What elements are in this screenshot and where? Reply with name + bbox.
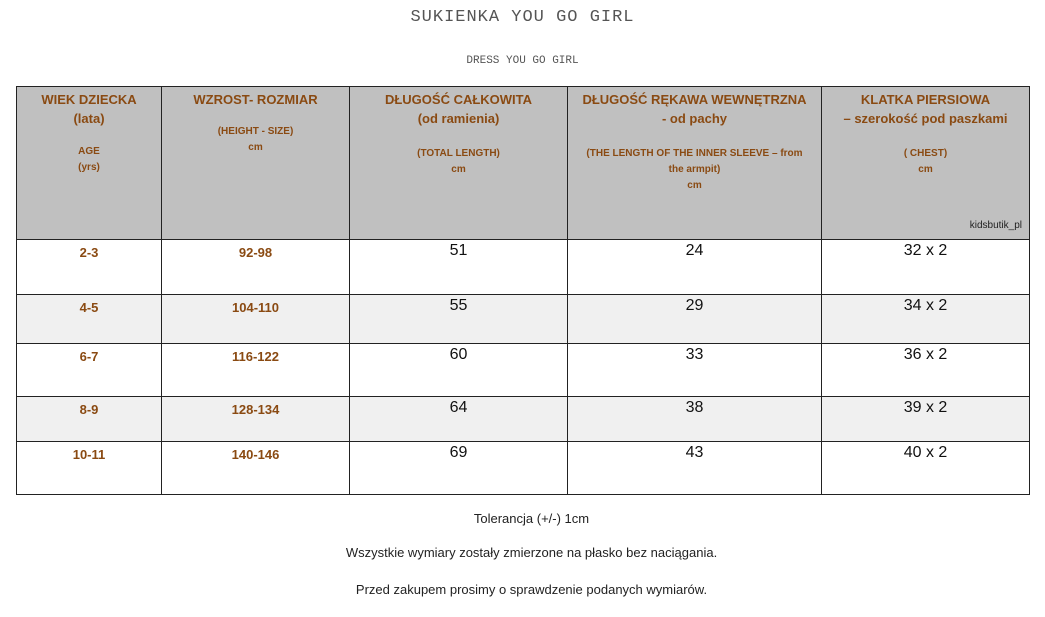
cell-total-length: 55 [350,295,568,344]
cell-chest: 32 x 2 [822,240,1030,295]
cell-height: 92-98 [162,240,350,295]
header-sub: (TOTAL LENGTH) cm [417,148,500,175]
table-row [17,442,1030,495]
check-note: Przed zakupem prosimy o sprawdzenie podanych wymiarów. [355,582,708,597]
header-sub: AGE (yrs) [78,146,100,173]
cell-sleeve: 33 [568,344,822,397]
cell-height: 128-134 [162,397,350,442]
table-row [17,240,1030,295]
cell-age: 2-3 [17,240,162,295]
cell-total-length: 51 [350,240,568,295]
watermark: kidsbutik_pl [969,220,1022,231]
measurement-note: Wszystkie wymiary zostały zmierzone na płasko bez naciągania. [345,545,718,560]
cell-age: 8-9 [17,397,162,442]
header-chest [822,87,1030,240]
page-subtitle: DRESS YOU GO GIRL [466,55,579,67]
header-sub: (HEIGHT - SIZE) cm [217,126,294,153]
header-main: WIEK DZIECKA (lata) [41,92,137,126]
table-row [17,397,1030,442]
header-main: WZROST- ROZMIAR [193,92,318,107]
header-main: DŁUGOŚĆ RĘKAWA WEWNĘTRZNA - od pachy [582,92,807,126]
table-row [17,344,1030,397]
cell-chest: 39 x 2 [822,397,1030,442]
cell-total-length: 60 [350,344,568,397]
header-sleeve-length [568,87,822,240]
cell-age: 10-11 [17,442,162,495]
cell-sleeve: 38 [568,397,822,442]
header-height-size [162,87,350,240]
cell-chest: 34 x 2 [822,295,1030,344]
header-sub: ( CHEST) cm [903,148,948,175]
cell-total-length: 69 [350,442,568,495]
cell-age: 6-7 [17,344,162,397]
page-title: SUKIENKA YOU GO GIRL [410,8,635,27]
cell-total-length: 64 [350,397,568,442]
header-sub: (THE LENGTH OF THE INNER SLEEVE – from the armpit) cm [586,148,803,191]
tolerance-note: Tolerancja (+/-) 1cm [473,511,590,526]
cell-height: 104-110 [162,295,350,344]
header-age [17,87,162,240]
cell-chest: 40 x 2 [822,442,1030,495]
header-main: KLATKA PIERSIOWA – szerokość pod paszkami [843,92,1008,126]
table-header-row [17,87,1030,240]
cell-sleeve: 43 [568,442,822,495]
cell-height: 140-146 [162,442,350,495]
size-table [16,86,1030,495]
cell-sleeve: 29 [568,295,822,344]
table-row [17,295,1030,344]
cell-sleeve: 24 [568,240,822,295]
header-main: DŁUGOŚĆ CAŁKOWITA (od ramienia) [384,92,533,126]
header-total-length [350,87,568,240]
cell-height: 116-122 [162,344,350,397]
cell-chest: 36 x 2 [822,344,1030,397]
cell-age: 4-5 [17,295,162,344]
